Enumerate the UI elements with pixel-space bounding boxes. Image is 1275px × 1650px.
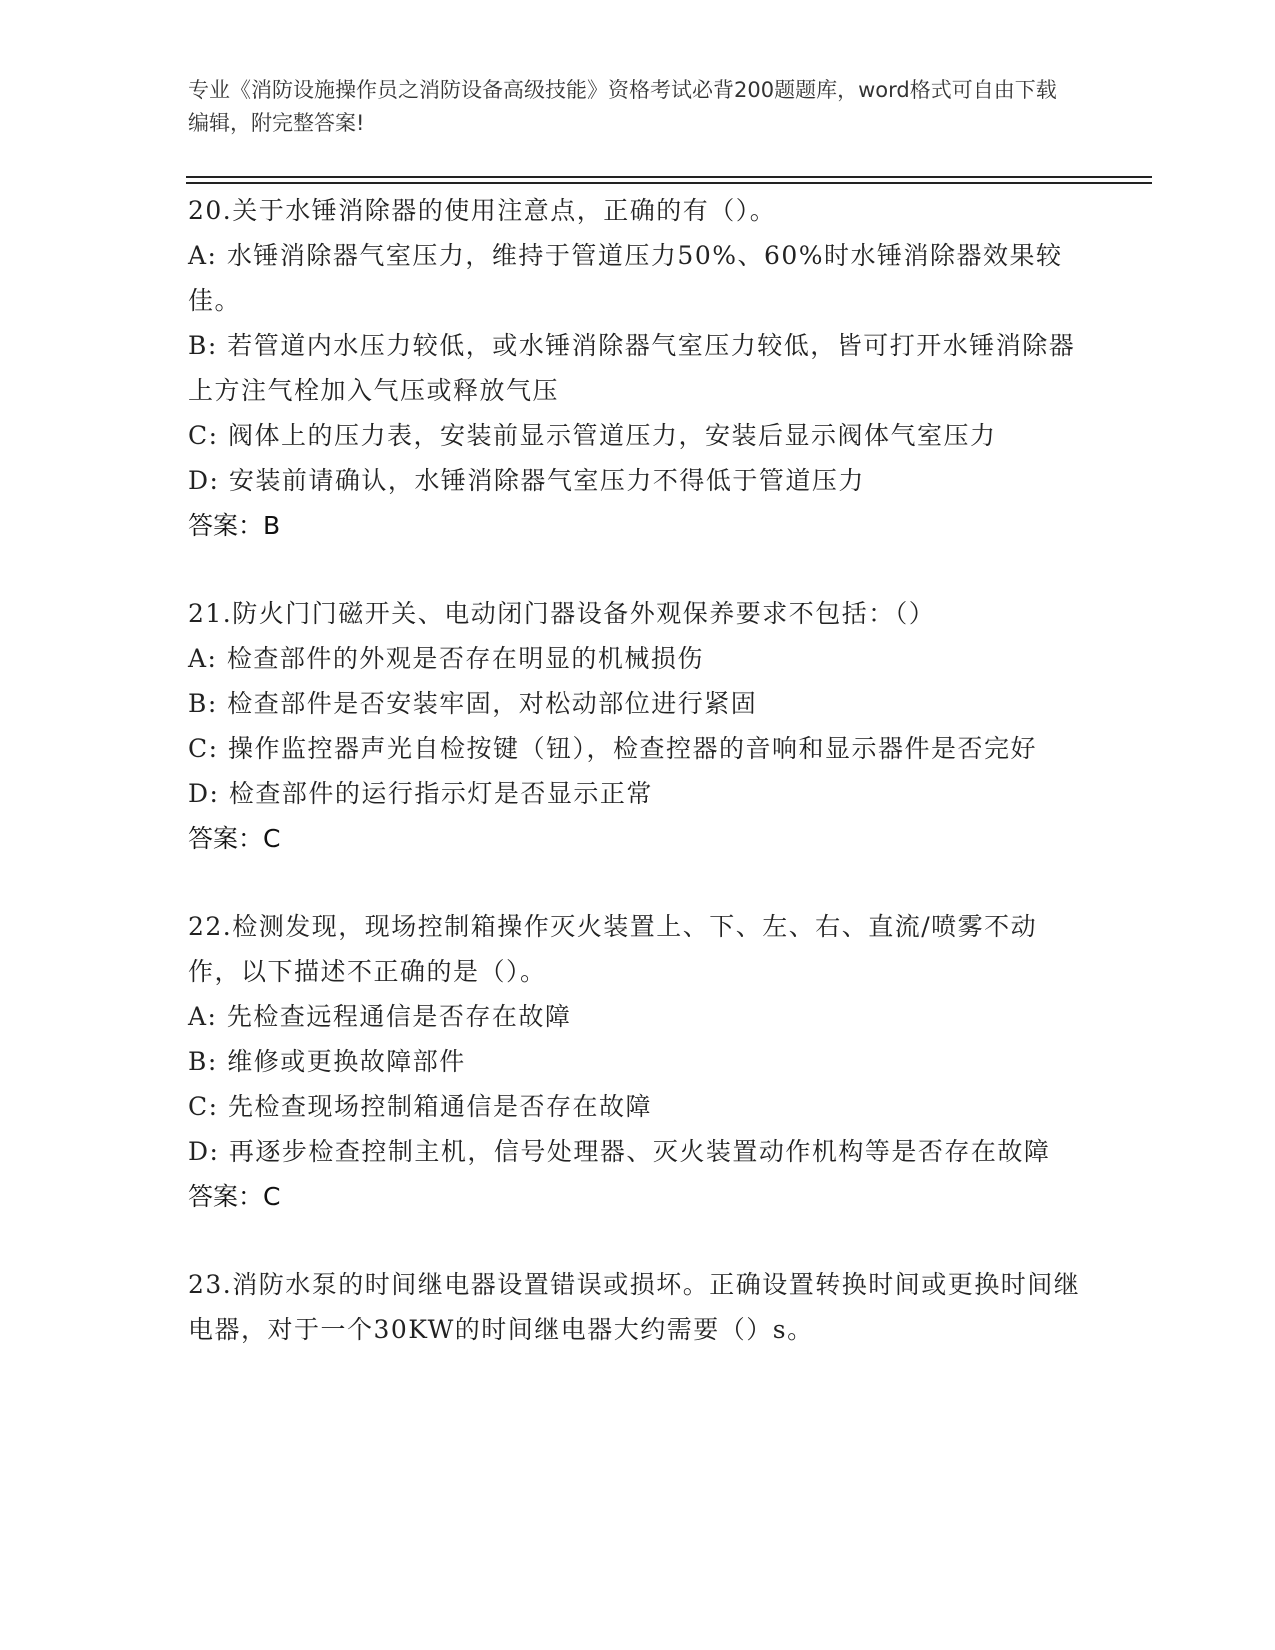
option-a: A: 水锤消除器气室压力，维持于管道压力50%、60%时水锤消除器效果较佳。	[188, 241, 1063, 315]
option-d: D: 检查部件的运行指示灯是否显示正常	[188, 779, 653, 808]
question-21	[188, 591, 1088, 861]
answer-label: 答案：B	[188, 511, 281, 540]
option-c: C: 阀体上的压力表，安装前显示管道压力，安装后显示阀体气室压力	[188, 421, 997, 450]
question-stem: 21.防火门门磁开关、电动闭门器设备外观保养要求不包括：（）	[188, 599, 936, 628]
option-a: A: 检查部件的外观是否存在明显的机械损伤	[188, 644, 704, 673]
option-d: D: 安装前请确认，水锤消除器气室压力不得低于管道压力	[188, 466, 865, 495]
option-b: B: 若管道内水压力较低，或水锤消除器气室压力较低，皆可打开水锤消除器上方注气栓加入气压或释放气压	[188, 331, 1076, 405]
answer-label: 答案：C	[188, 824, 281, 853]
question-20	[188, 188, 1088, 548]
question-22	[188, 904, 1088, 1219]
option-b: B: 维修或更换故障部件	[188, 1047, 466, 1076]
question-list	[188, 188, 1088, 1395]
option-a: A: 先检查远程通信是否存在故障	[188, 1002, 572, 1031]
question-stem: 20.关于水锤消除器的使用注意点，正确的有（）。	[188, 196, 777, 225]
option-d: D: 再逐步检查控制主机，信号处理器、灭火装置动作机构等是否存在故障	[188, 1137, 1051, 1166]
question-stem: 23.消防水泵的时间继电器设置错误或损坏。正确设置转换时间或更换时间继电器，对于一个30KW的时间继电器大约需要（）s。	[188, 1270, 1081, 1344]
option-c: C: 操作监控器声光自检按键（钮），检查控器的音响和显示器件是否完好	[188, 734, 1038, 763]
answer-label: 答案：C	[188, 1182, 281, 1211]
option-c: C: 先检查现场控制箱通信是否存在故障	[188, 1092, 652, 1121]
question-stem: 22.检测发现，现场控制箱操作灭火装置上、下、左、右、直流/喷雾不动作，以下描述不正确的是（）。	[188, 912, 1038, 986]
header-divider-top	[186, 176, 1152, 178]
option-b: B: 检查部件是否安装牢固，对松动部位进行紧固	[188, 689, 758, 718]
document-header: 专业《消防设施操作员之消防设备高级技能》资格考试必背200题题库，word格式可自由下载编辑，附完整答案!	[188, 78, 1057, 135]
question-23	[188, 1262, 1088, 1352]
header-divider-bottom	[186, 182, 1152, 184]
